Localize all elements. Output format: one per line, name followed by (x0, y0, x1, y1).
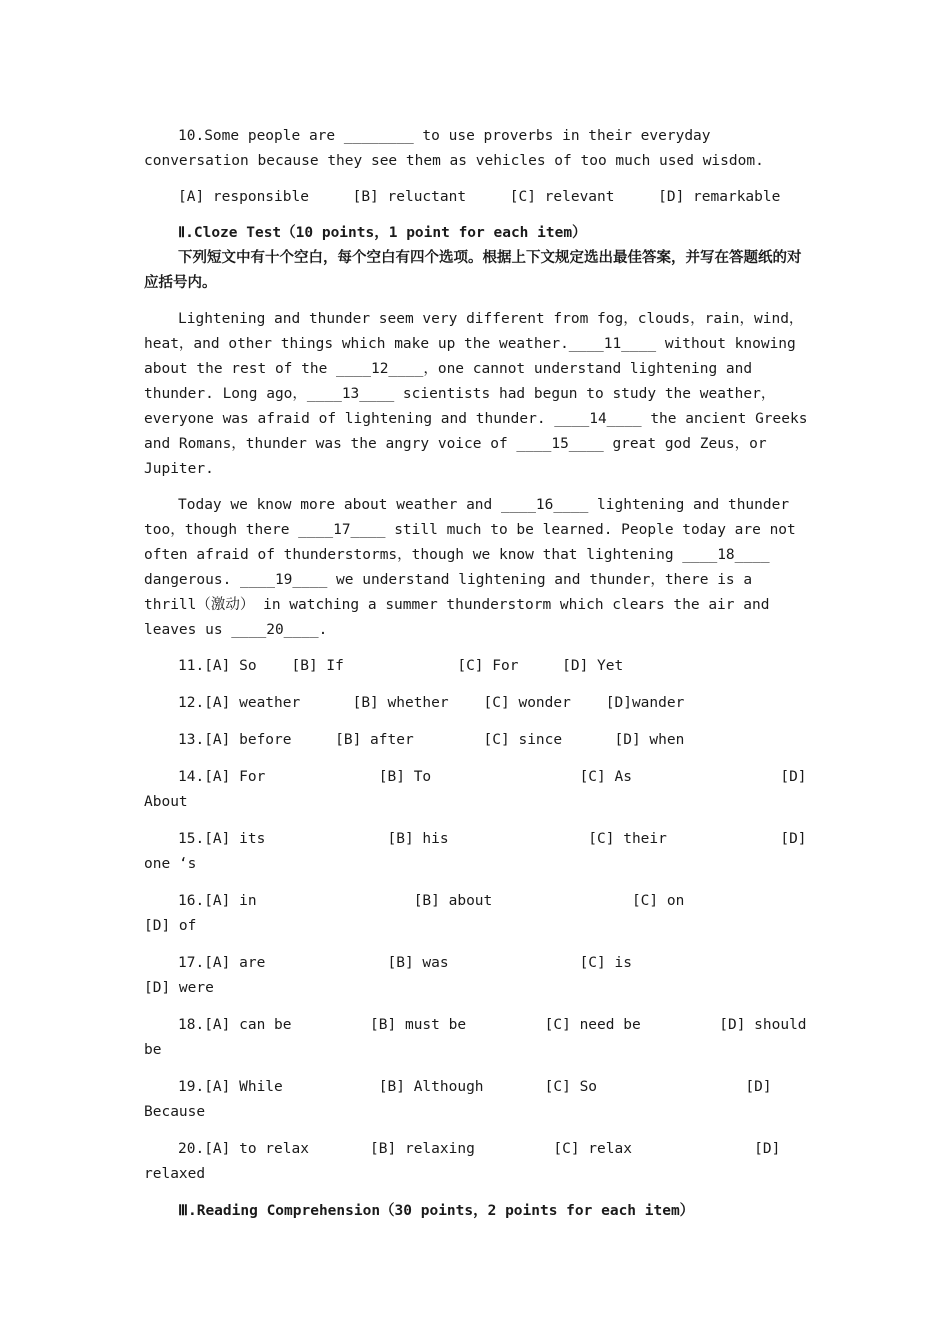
question-option-row: 13.[A] before [B] after [C] since [D] when (178, 732, 685, 748)
section-2-instruction: 下列短文中有十个空白，每个空白有四个选项。根据上下文规定选出最佳答案，并写在答题纸的对应括号内。 (144, 250, 802, 291)
question-10-stem: 10.Some people are ________ to use proverbs in their everyday conversation because they see them as vehicles of too much used wisdom. (144, 128, 764, 169)
question-option-row: 14.[A] For [B] To [C] As [D] About (144, 769, 816, 810)
question-option-row: 15.[A] its [B] his [C] their [D] one ‘s (144, 831, 816, 872)
question-option-row: 11.[A] So [B] If [C] For [D] Yet (178, 658, 624, 674)
section-3-heading: Ⅲ.Reading Comprehension（30 points，2 points for each item） (178, 1203, 695, 1219)
question-option-row: 12.[A] weather [B] whether [C] wonder [D]wander (178, 695, 685, 711)
section-2-heading: Ⅱ.Cloze Test（10 points，1 point for each item） (178, 225, 587, 241)
cloze-passage-paragraph-2: Today we know more about weather and ____16____ lightening and thunder too，though there ____17____ still much to be learned. People today are not often afraid of thunderstorms，though we know that lightening ____18____ dangerous. ____19____ we understand lightening and thunder，there is a thrill（激动） in watching a summer thunderstorm which clears the air and leaves us ____20____. (144, 497, 796, 638)
question-option-row: 20.[A] to relax [B] relaxing [C] relax [D] relaxed (144, 1141, 790, 1182)
question-option-row: 17.[A] are [B] was [C] is [D] were (144, 955, 798, 996)
question-option-row: 19.[A] While [B] Although [C] So [D] Because (144, 1079, 781, 1120)
question-option-row: 18.[A] can be [B] must be [C] need be [D] should be (144, 1017, 816, 1058)
question-option-row: 16.[A] in [B] about [C] on [D] of (144, 893, 894, 934)
question-10-options: [A] responsible [B] reluctant [C] relevant [D] remarkable (178, 189, 781, 205)
cloze-passage-paragraph-1: Lightening and thunder seem very different from fog，clouds，rain，wind，heat，and other things which make up the weather.____11____ without knowing about the rest of the ____12____，one cannot understand lightening and thunder. Long ago，____13____ scientists had begun to study the weather，everyone was afraid of lightening and thunder. ____14____ the ancient Greeks and Romans，thunder was the angry voice of ____15____ great god Zeus，or Jupiter. (144, 311, 808, 477)
exam-page (144, 124, 894, 1224)
